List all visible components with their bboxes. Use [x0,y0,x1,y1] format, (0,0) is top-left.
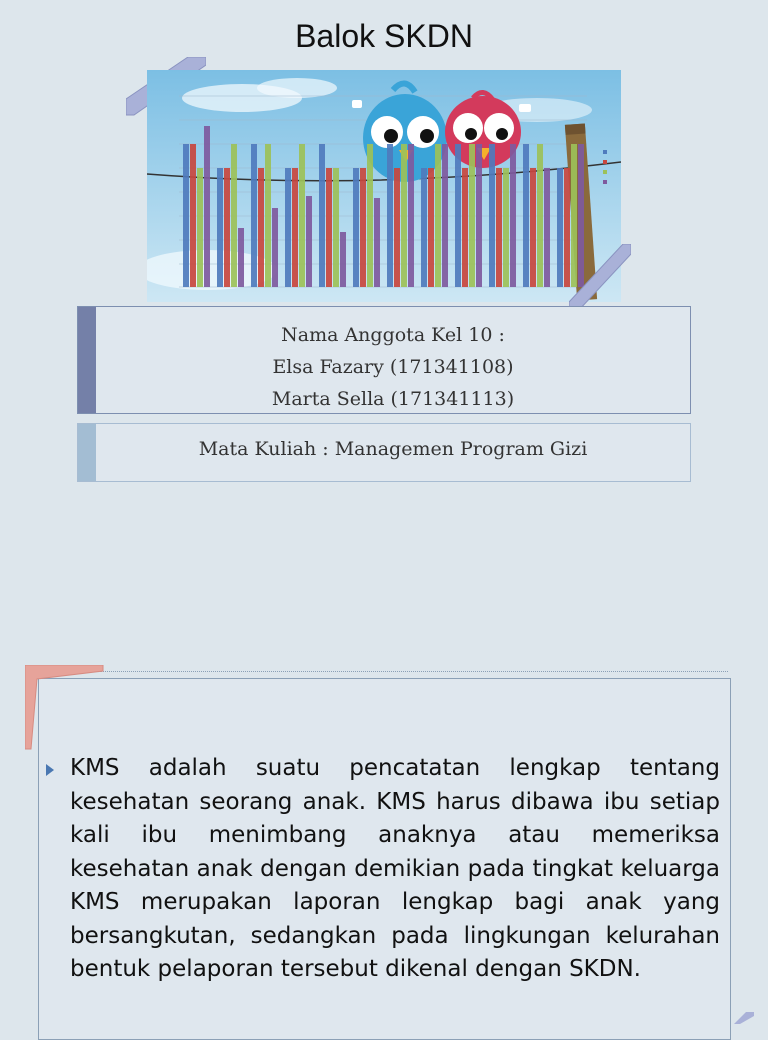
decorative-bar [496,168,502,287]
decorative-bar [183,144,189,287]
members-accent-bar [78,307,96,413]
decorative-bar [421,168,427,287]
bullet-arrow-icon [46,764,54,776]
decorative-bar [197,168,203,287]
decorative-bar [333,168,339,287]
decorative-bar [394,168,400,287]
decorative-bar [530,168,536,287]
member-1: Elsa Fazary (171341108) [272,356,514,378]
decorative-bar [224,168,230,287]
member-2: Marta Sella (171341113) [271,388,515,410]
decorative-bar [258,168,264,287]
decorative-bar [408,144,414,287]
corner-tab-bottom-right [569,244,631,310]
decorative-bar [204,126,210,287]
decorative-bar [374,198,380,287]
decorative-bar [537,144,543,287]
decorative-bar [401,144,407,287]
corner-accent-coral [25,665,105,751]
section-divider [100,671,728,672]
decorative-bar [326,168,332,287]
decorative-bar [231,144,237,287]
decorative-bar [285,168,291,287]
course-box [77,423,691,482]
decorative-bar [251,144,257,287]
decorative-bar [503,168,509,287]
decorative-bar [489,144,495,287]
decorative-bar [476,144,482,287]
course-label: Mata Kuliah : Managemen Program Gizi [198,438,588,460]
decorative-bar [442,144,448,287]
decorative-bar [523,144,529,287]
slide-title: Balok SKDN [295,18,473,54]
decorative-bar [462,168,468,287]
course-accent-bar [78,424,96,481]
decorative-bar [435,144,441,287]
decorative-bar [353,168,359,287]
bullet-text: KMS adalah suatu pencatatan lengkap tentang kesehatan seorang anak. KMS harus dibawa ibu setiap kali ibu menimbang anaknya atau memeriksa kesehatan anak dengan demikian pada tingkat keluarga KMS merupakan laporan lengkap bagi anak yang bersangkutan, sedangkan pada lingkungan kelurahan bentuk pelaporan tersebut dikenal dengan SKDN. [70,755,720,982]
decorative-bar [306,196,312,287]
decorative-bar [510,144,516,287]
decorative-bar [428,168,434,287]
decorative-bar [190,144,196,287]
members-heading: Nama Anggota Kel 10 : [281,324,505,346]
decorative-bar [292,168,298,287]
decorative-bar [217,168,223,287]
decorative-bar [557,168,563,287]
decorative-bar [238,228,244,287]
members-box [77,306,691,414]
corner-tab-bottom [734,1012,754,1024]
decorative-bar [544,168,550,287]
decorative-bar [272,208,278,287]
decorative-bar [469,144,475,287]
decorative-bar [340,232,346,287]
decorative-bar [455,144,461,287]
decorative-bar [367,144,373,287]
decorative-bar [265,144,271,287]
hero-illustration [147,70,621,302]
decorative-bar [299,144,305,287]
decorative-bar [387,144,393,287]
decorative-bar [319,144,325,287]
decorative-bar [360,168,366,287]
